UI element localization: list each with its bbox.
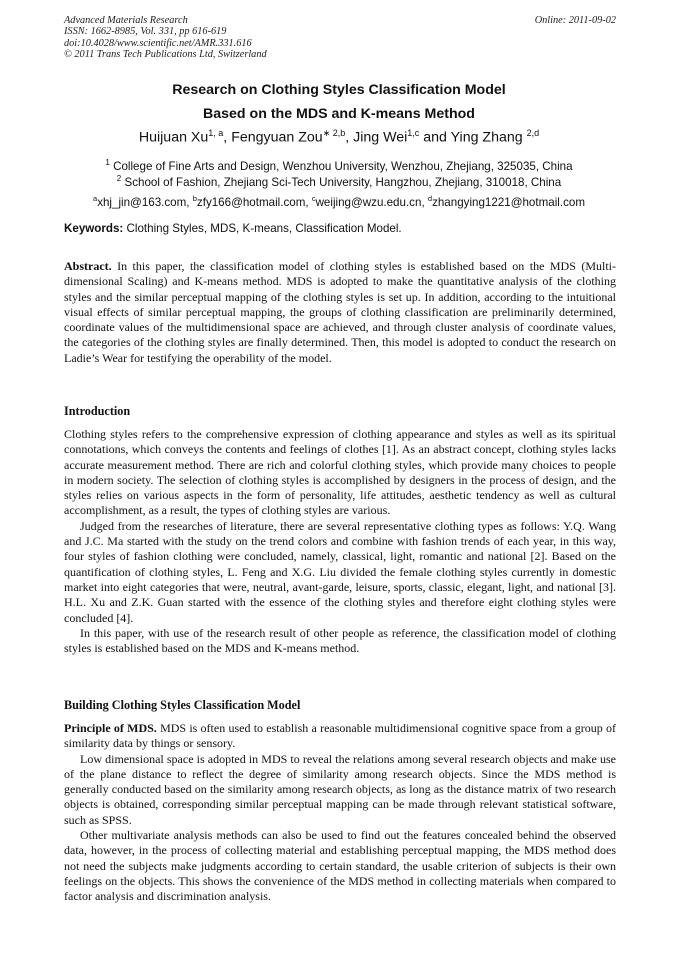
abstract <box>64 259 616 366</box>
affiliation-sup: 1 <box>105 158 110 167</box>
author-affil-sup: 1, a <box>208 128 224 138</box>
paragraph: Low dimensional space is adopted in MDS to reveal the relations among several research objects and make use of the plane distance to reflect the degree of similarity among research objects. Since the MDS method is generally conducted based on the similarity among research objects, as long as the distance matrix of two research objects is obtained, corresponding similar perceptual mapping can be made through relevant statistical software, such as SPSS. <box>64 751 616 827</box>
author-name: Ying Zhang <box>450 129 523 146</box>
email-sup: c <box>311 194 316 203</box>
email-address[interactable]: weijing@wzu.edu.cn <box>315 195 422 209</box>
email-address[interactable]: xhj_jin@163.com <box>97 195 187 209</box>
email-list: $^a$xhj_jin@163.com, $^b$zfy166@hotmail.com, $^c$weijing@wzu.edu.cn, $^d$zhangying1221@hotmail.com <box>93 194 585 209</box>
author-name: Jing Wei <box>353 129 408 146</box>
introduction-body <box>64 427 616 656</box>
building-body <box>64 721 616 905</box>
keywords <box>64 222 616 235</box>
keywords-label: Keywords: <box>64 222 124 235</box>
affiliation-2 <box>0 174 678 189</box>
affiliation-sup: 2 <box>116 174 122 183</box>
email-sup: b <box>192 194 197 203</box>
issn: ISSN: 1662-8985, Vol. 331, pp 616-619 <box>64 26 227 38</box>
author-list: Huijuan Xu$^{1, a}$, Fengyuan Zou$^{∗ 2,b}$, Jing Wei$^{1,c}$ and Ying Zhang $^{2,d}$ <box>138 128 540 146</box>
email-sup: a <box>93 194 98 203</box>
author-affil-sup: ∗ 2,b <box>322 128 346 138</box>
email-sup: d <box>427 194 433 203</box>
copyright: © 2011 Trans Tech Publications Ltd, Switzerland <box>64 49 267 61</box>
keywords-text: Clothing Styles, MDS, K-means, Classification Model. <box>126 222 402 235</box>
paper-title-line-1: Research on Clothing Styles Classification Model <box>172 82 506 98</box>
email-address[interactable]: zhangying1221@hotmail.com <box>432 195 585 209</box>
paragraph: MDS is often used to establish a reasonable multidimensional cognitive space from a group of similarity data by things or sensory. <box>64 721 617 751</box>
author-affil-sup: 1,c <box>407 128 420 138</box>
affiliation-text: College of Fine Arts and Design, Wenzhou University, Wenzhou, Zhejiang, 325035, China <box>113 159 573 173</box>
author-affil-sup: 2,d <box>526 128 540 138</box>
paragraph: In this paper, with use of the research result of other people as reference, the classification model of clothing styles is established based on the MDS and K-means method. <box>64 625 616 656</box>
affiliation-1 <box>0 158 678 173</box>
paragraph: Clothing styles refers to the comprehensive expression of clothing appearance and styles as well as its spiritual connotations, which conveys the contents and feelings of clothes [1]. As an abstract concept, clothing styles lacks accurate measurement method. There are rich and colorful clothing styles, which provide many choices to people in modern society. The selection of clothing styles is accomplished by designers in the process of design, and the styles relies on various aspects in the form of personality, life attitudes, aesthetic tendency as well as cultural accomplishment, as a result, the types of clothing styles are various. <box>64 427 616 518</box>
affiliation-text: School of Fashion, Zhejiang Sci-Tech University, Hangzhou, Zhejiang, 310018, China <box>124 175 562 189</box>
section-heading-building-model: Building Clothing Styles Classification Model <box>64 698 301 712</box>
abstract-text: In this paper, the classification model of clothing styles is established based on the MDS (Multi-dimensional Scaling) and K-means method. MDS is adopted to make the quantitative analysis of the clothing styles and the similar perceptual mapping of the clothing styles is set up. In addition, according to the intuitional visual effects of similar perceptual mapping, the groups of clothing classification are preliminarily determined, coordinate values of the multidimensional space are achieved, and through cluster analysis of coordinate values, the categories of the clothing styles are finally determined. Then, this model is adopted to conduct the research on Ladie’s Wear for testifying the operability of the model. <box>64 259 616 365</box>
paragraph: Judged from the researches of literature, there are several representative clothing types as follows: Y.Q. Wang and J.C. Ma started with the study on the trend colors and combine with fashion trends of each year, in this way, four styles of fashion clothing were concluded, namely, classical, light, romantic and national [2]. Based on the quantification of clothing styles, L. Feng and X.G. Liu divided the female clothing styles currently in domestic market into eight categories that were, neutral, avant-garde, leisure, sports, classic, elegant, light, and national [3]. H.L. Xu and Z.K. Guan started with the essence of the clothing styles and therefore eight clothing styles were concluded [4]. <box>64 518 616 625</box>
journal-name: Advanced Materials Research <box>64 15 188 26</box>
doi: doi:10.4028/www.scientific.net/AMR.331.616 <box>64 37 252 49</box>
abstract-label: Abstract. <box>64 259 112 273</box>
section-heading-introduction: Introduction <box>64 404 131 418</box>
paragraph: Other multivariate analysis methods can also be used to find out the features concealed behind the observed data, however, in the process of collecting material and establishing perceptual mapping, the MDS method does not need the subjects make judgments according to certain standard, the usable criterion of subjects is their own feelings on the objects. This shows the convenience of the MDS method in collecting materials when compared to factor analysis and discrimination analysis. <box>64 828 616 904</box>
online-date: Online: 2011-09-02 <box>534 15 616 26</box>
author-name: Fengyuan Zou <box>231 129 323 146</box>
email-address[interactable]: zfy166@hotmail.com <box>196 195 306 209</box>
author-name: Huijuan Xu <box>138 129 209 146</box>
journal-header <box>64 15 616 61</box>
subsection-label: Principle of MDS. <box>64 721 157 735</box>
paper-title-line-2: Based on the MDS and K-means Method <box>203 106 475 122</box>
